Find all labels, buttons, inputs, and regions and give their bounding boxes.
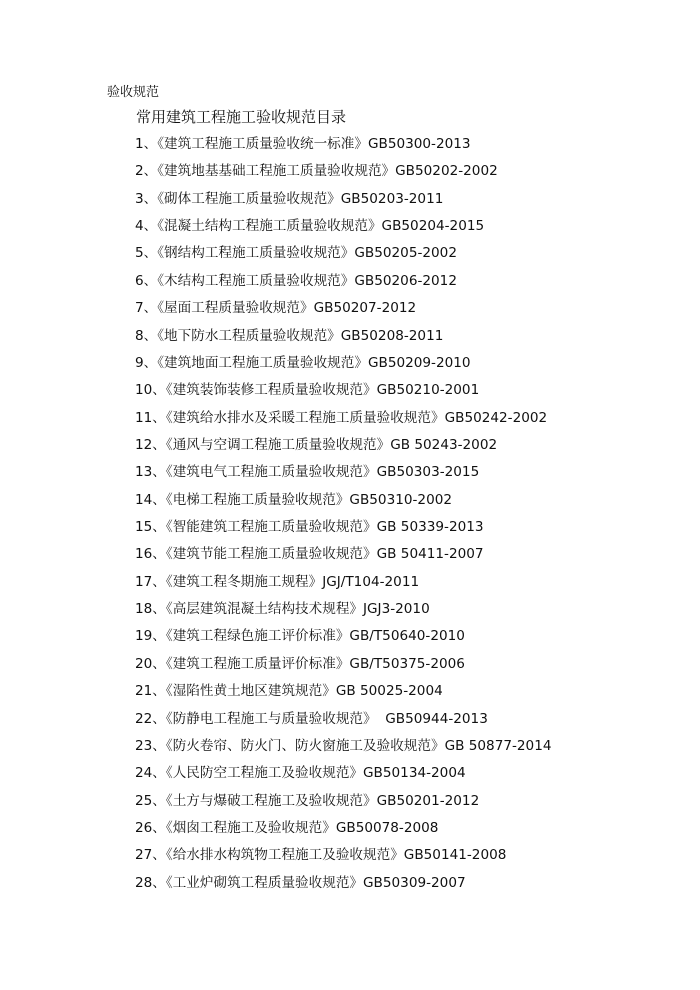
spec-code: JGJ/T104-2011 — [322, 573, 420, 590]
spec-name: 《工业炉砌筑工程质量验收规范》 — [165, 874, 364, 891]
spec-code: GB50944-2013 — [376, 710, 488, 727]
spec-code: GB50300-2013 — [367, 136, 471, 152]
spec-number: 20、 — [135, 655, 166, 672]
spec-number: 6、 — [135, 272, 158, 289]
spec-number: 24、 — [135, 765, 166, 782]
spec-number: 13、 — [135, 464, 166, 481]
spec-number: 22、 — [135, 710, 166, 727]
spec-name: 《建筑地基基础工程施工质量验收规范》 — [157, 163, 396, 180]
spec-item — [135, 708, 552, 735]
spec-name: 《烟囱工程施工及验收规范》 — [165, 819, 336, 836]
spec-number: 12、 — [135, 436, 166, 453]
spec-number: 23、 — [135, 737, 166, 754]
spec-item — [135, 489, 552, 516]
spec-item — [135, 571, 552, 598]
spec-number: 16、 — [135, 546, 166, 563]
spec-item — [135, 817, 552, 844]
spec-name: 《建筑地面工程施工质量验收规范》 — [157, 354, 368, 371]
spec-code: GB 50411-2007 — [376, 546, 484, 563]
spec-code: GB50210-2001 — [376, 382, 480, 399]
spec-name: 《防静电工程施工与质量验收规范》 — [165, 710, 377, 727]
spec-code: GB50208-2011 — [340, 327, 444, 344]
spec-name: 《屋面工程质量验收规范》 — [157, 300, 314, 317]
spec-code: GB 50243-2002 — [390, 436, 498, 453]
spec-item — [135, 872, 552, 899]
spec-number: 1、 — [135, 136, 158, 152]
spec-code: JGJ3-2010 — [363, 601, 430, 618]
spec-name: 《建筑工程施工质量评价标准》 — [165, 655, 350, 672]
spec-item — [135, 598, 552, 625]
spec-number: 28、 — [135, 874, 166, 891]
spec-item — [135, 461, 552, 488]
spec-number: 19、 — [135, 628, 166, 645]
spec-code: GB50242-2002 — [444, 409, 548, 426]
spec-name: 《钢结构工程施工质量验收规范》 — [157, 245, 355, 262]
spec-code: GB50309-2007 — [363, 874, 466, 891]
spec-number: 3、 — [135, 190, 158, 207]
spec-name: 《给水排水构筑物工程施工及验收规范》 — [165, 847, 404, 864]
spec-item — [135, 325, 552, 352]
spec-code: GB 50877-2014 — [444, 737, 552, 754]
spec-item — [135, 242, 552, 269]
spec-code: GB/T50640-2010 — [349, 628, 465, 645]
spec-name: 《建筑节能工程施工质量验收规范》 — [165, 546, 377, 563]
spec-number: 18、 — [135, 601, 166, 618]
spec-item — [135, 188, 552, 215]
spec-item — [135, 543, 552, 570]
spec-item — [135, 516, 552, 543]
spec-number: 21、 — [135, 683, 166, 700]
spec-code: GB 50339-2013 — [376, 519, 484, 536]
spec-code: GB50204-2015 — [381, 218, 485, 235]
spec-number: 8、 — [135, 327, 158, 344]
spec-number: 17、 — [135, 573, 166, 590]
spec-item — [135, 625, 552, 652]
spec-name: 《高层建筑混凝土结构技术规程》 — [165, 601, 364, 618]
spec-item — [135, 735, 552, 762]
document-title: 常用建筑工程施工验收规范目录 — [136, 108, 347, 126]
spec-number: 11、 — [135, 409, 166, 426]
spec-name: 《建筑工程冬期施工规程》 — [165, 573, 323, 590]
spec-name: 《砌体工程施工质量验收规范》 — [157, 190, 341, 207]
spec-name: 《建筑装饰装修工程质量验收规范》 — [165, 382, 377, 399]
spec-name: 《混凝土结构工程施工质量验收规范》 — [157, 218, 382, 235]
spec-code: GB50202-2002 — [395, 163, 498, 180]
spec-number: 5、 — [135, 245, 158, 262]
spec-number: 7、 — [135, 300, 158, 317]
spec-code: GB50303-2015 — [376, 464, 480, 481]
spec-item — [135, 407, 552, 434]
spec-number: 27、 — [135, 847, 166, 864]
spec-name: 《建筑给水排水及采暖工程施工质量验收规范》 — [165, 409, 445, 426]
spec-code: GB50209-2010 — [367, 354, 471, 371]
spec-item — [135, 379, 552, 406]
spec-code: GB50205-2002 — [354, 245, 457, 262]
spec-name: 《通风与空调工程施工质量验收规范》 — [165, 436, 391, 453]
spec-item — [135, 160, 552, 187]
spec-name: 《电梯工程施工质量验收规范》 — [165, 491, 350, 508]
spec-item — [135, 762, 552, 789]
spec-item — [135, 844, 552, 871]
spec-item — [135, 215, 552, 242]
spec-number: 25、 — [135, 792, 166, 809]
spec-code: GB50206-2012 — [354, 272, 457, 289]
spec-item — [135, 653, 552, 680]
spec-list — [135, 133, 552, 899]
spec-item — [135, 133, 552, 160]
spec-item — [135, 352, 552, 379]
spec-name: 《木结构工程施工质量验收规范》 — [157, 272, 355, 289]
spec-name: 《地下防水工程质量验收规范》 — [157, 327, 341, 344]
header-label: 验收规范 — [107, 85, 160, 100]
spec-code: GB/T50375-2006 — [349, 655, 465, 672]
spec-code: GB50141-2008 — [403, 847, 507, 864]
spec-code: GB 50025-2004 — [335, 683, 443, 700]
spec-name: 《建筑电气工程施工质量验收规范》 — [165, 464, 377, 481]
spec-name: 《建筑工程绿色施工评价标准》 — [165, 628, 350, 645]
spec-name: 《建筑工程施工质量验收统一标准》 — [157, 136, 368, 152]
spec-number: 4、 — [135, 218, 158, 235]
spec-number: 14、 — [135, 491, 166, 508]
spec-item — [135, 434, 552, 461]
spec-code: GB50134-2004 — [363, 765, 466, 782]
spec-name: 《防火卷帘、防火门、防火窗施工及验收规范》 — [165, 737, 445, 754]
spec-code: GB50310-2002 — [349, 491, 453, 508]
spec-code: GB50207-2012 — [313, 300, 417, 317]
spec-number: 2、 — [135, 163, 158, 180]
spec-number: 15、 — [135, 519, 166, 536]
spec-name: 《土方与爆破工程施工及验收规范》 — [165, 792, 377, 809]
spec-item — [135, 790, 552, 817]
spec-item — [135, 270, 552, 297]
spec-number: 26、 — [135, 819, 166, 836]
spec-code: GB50201-2012 — [376, 792, 480, 809]
spec-code: GB50078-2008 — [335, 819, 439, 836]
spec-item — [135, 680, 552, 707]
spec-name: 《智能建筑工程施工质量验收规范》 — [165, 519, 377, 536]
spec-number: 10、 — [135, 382, 166, 399]
spec-name: 《人民防空工程施工及验收规范》 — [165, 765, 364, 782]
spec-name: 《湿陷性黄土地区建筑规范》 — [165, 683, 336, 700]
spec-code: GB50203-2011 — [340, 190, 444, 207]
spec-item — [135, 297, 552, 324]
spec-number: 9、 — [135, 354, 158, 371]
